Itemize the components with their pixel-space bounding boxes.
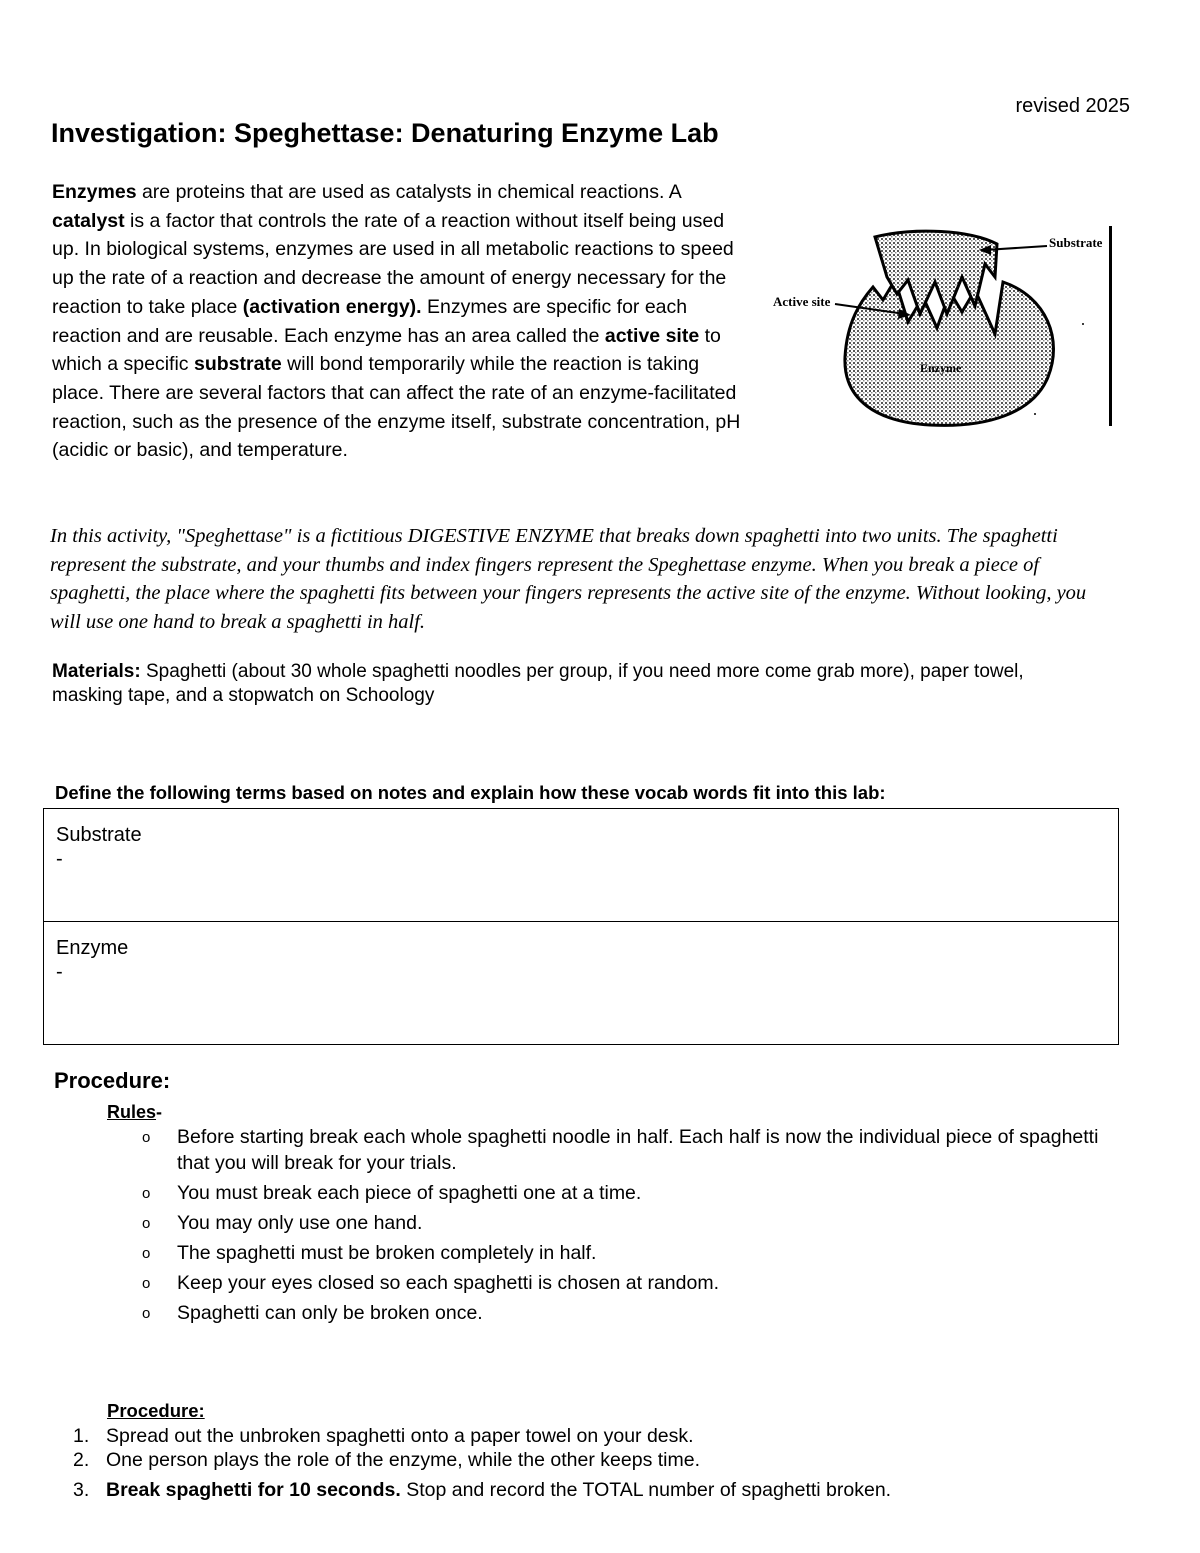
rule-text: You must break each piece of spaghetti one at a time. — [177, 1182, 642, 1204]
bullet: o — [142, 1129, 151, 1146]
step-item — [73, 1478, 1113, 1502]
steps-heading: Procedure: — [107, 1400, 205, 1421]
intro-paragraph — [52, 178, 752, 465]
bullet: o — [142, 1185, 151, 1202]
step-number: 1. — [73, 1425, 90, 1447]
intro-text: to which a specific — [52, 324, 721, 376]
intro-text: will bond temporarily while the reaction is taking place. There are several factors that can affect the rate of an enzyme-facilitated reaction, such as the presence of the enzyme itself, substrate concentration, pH (acidic or basic), and temperature. — [52, 353, 741, 462]
step-text: One person plays the role of the enzyme, while the other keeps time. — [106, 1449, 700, 1471]
vocab-row-substrate — [44, 809, 1119, 922]
list-item — [140, 1124, 1100, 1176]
rules-heading-dash: - — [156, 1102, 163, 1122]
intro-term-catalyst: catalyst — [52, 209, 125, 232]
rule-text: Keep your eyes closed so each spaghetti is chosen at random. — [177, 1272, 719, 1294]
page-title: Investigation: Speghettase: Denaturing Enzyme Lab — [51, 118, 719, 148]
materials-text: Spaghetti (about 30 whole spaghetti noodles per group, if you need more come grab more), paper towel, masking tape, and a stopwatch on Schoology — [52, 661, 1024, 706]
active-site-label: Active site — [773, 294, 831, 309]
substrate-label: Substrate — [1049, 235, 1103, 250]
vocab-table — [43, 808, 1119, 1045]
materials-label: Materials: — [52, 661, 141, 682]
vocab-answer[interactable]: - — [56, 848, 63, 870]
step-item — [73, 1424, 1113, 1448]
vocab-term: Enzyme — [56, 937, 129, 959]
enzyme-label: Enzyme — [920, 361, 962, 375]
rule-text: The spaghetti must be broken completely in half. — [177, 1242, 597, 1264]
vocab-heading: Define the following terms based on notes and explain how these vocab words fit into this lab: — [55, 782, 886, 803]
step-number: 2. — [73, 1449, 90, 1471]
intro-text: are proteins that are used as catalysts in chemical reactions. A — [136, 181, 681, 203]
rule-text: Spaghetti can only be broken once. — [177, 1302, 483, 1324]
intro-text: is a factor that controls the rate of a reaction without itself being used up. In biological systems, enzymes are used in all metabolic reactions to speed up the rate of a reaction and decrease the amount of energy necessary for the reaction to take place — [52, 209, 734, 318]
enzyme-substrate-diagram — [765, 222, 1125, 432]
activity-description: In this activity, "Speghettase" is a fictitious DIGESTIVE ENZYME that breaks down spaghetti into two units. The spaghetti represent the substrate, and your thumbs and index fingers represent the Speghettase enzyme. When you break a piece of spaghetti, the place where the spaghetti fits between your fingers represents the active site of the enzyme. Without looking, you will use one hand to break a spaghetti in half. — [50, 525, 1087, 633]
step-item — [73, 1448, 1113, 1472]
vocab-term: Substrate — [56, 824, 142, 846]
step-number: 3. — [73, 1479, 90, 1501]
step-bold: Break spaghetti for 10 seconds. — [106, 1479, 401, 1501]
list-item — [140, 1240, 1100, 1266]
bullet: o — [142, 1275, 151, 1292]
rule-text: You may only use one hand. — [177, 1212, 423, 1234]
procedure-heading: Procedure: — [54, 1068, 171, 1093]
vocab-answer[interactable]: - — [56, 961, 63, 983]
speck — [1034, 413, 1036, 415]
rules-heading — [107, 1102, 162, 1123]
rules-list — [140, 1124, 1100, 1330]
bullet: o — [142, 1215, 151, 1232]
intro-term-enzymes: Enzymes — [52, 181, 137, 203]
list-item — [140, 1210, 1100, 1236]
list-item — [140, 1300, 1100, 1326]
vocab-row-enzyme — [44, 922, 1119, 1045]
steps-list — [73, 1424, 1113, 1502]
step-text: Spread out the unbroken spaghetti onto a paper towel on your desk. — [106, 1425, 694, 1447]
bullet: o — [142, 1305, 151, 1322]
diagram-border-line — [1109, 226, 1112, 426]
intro-term-activation-energy: (activation energy). — [242, 295, 422, 318]
intro-text: Enzymes are specific for each reaction and are reusable. Each enzyme has an area called the — [52, 295, 688, 347]
vocab-cell[interactable] — [44, 922, 1119, 1045]
intro-term-substrate: substrate — [193, 353, 282, 376]
list-item — [140, 1180, 1100, 1206]
materials-paragraph — [52, 660, 1092, 708]
vocab-cell[interactable] — [44, 809, 1119, 922]
revised-date: revised 2025 — [1015, 95, 1130, 117]
rules-heading-text: Rules — [107, 1102, 157, 1122]
rule-text: Before starting break each whole spaghetti noodle in half. Each half is now the individual piece of spaghetti that you will break for your trials. — [177, 1126, 1099, 1174]
list-item — [140, 1270, 1100, 1296]
step-text: Stop and record the TOTAL number of spaghetti broken. — [400, 1479, 892, 1501]
bullet: o — [142, 1245, 151, 1262]
speck — [1082, 323, 1084, 325]
intro-term-active-site: active site — [604, 324, 700, 347]
